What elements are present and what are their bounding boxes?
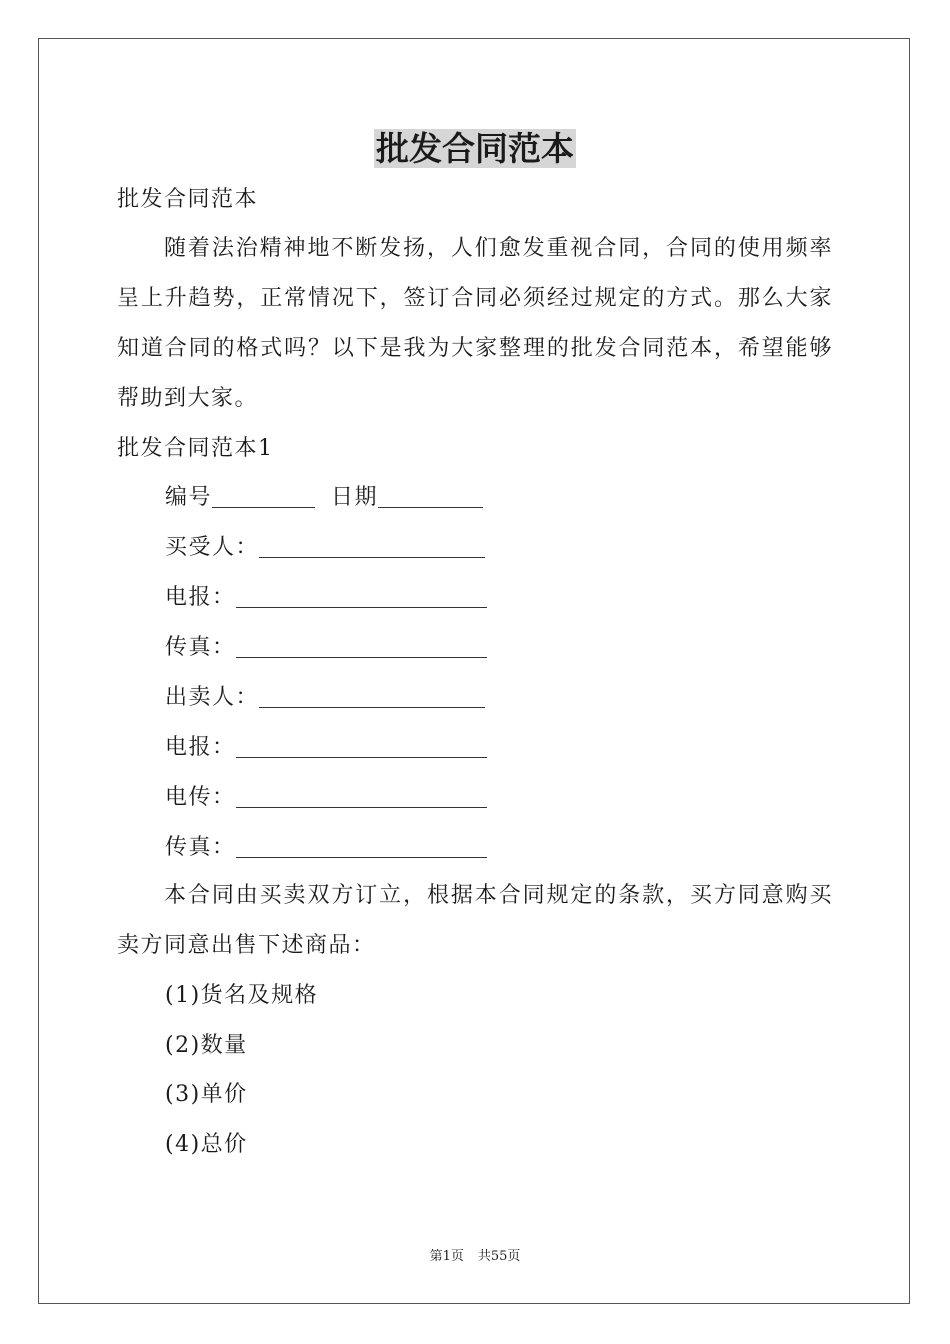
field-blank xyxy=(259,683,485,708)
field-blank xyxy=(259,533,485,558)
page-number: 第1页 xyxy=(429,1249,464,1264)
page-total: 共55页 xyxy=(477,1249,521,1264)
header-fields-row xyxy=(165,483,483,513)
field-row-buyer xyxy=(165,533,485,563)
field-label: 买受人： xyxy=(165,535,260,560)
list-item: (4)总价 xyxy=(165,1132,248,1157)
field-blank xyxy=(236,783,487,808)
date-blank xyxy=(378,483,483,508)
field-row-seller xyxy=(165,683,485,713)
field-blank xyxy=(236,833,487,858)
list-item: (1)货名及规格 xyxy=(165,983,319,1008)
field-label: 出卖人： xyxy=(165,685,260,710)
agreement-paragraph: 本合同由买卖双方订立，根据本合同规定的条款，买方同意购买卖方同意出售下述商品： xyxy=(117,883,833,958)
section-heading: 批发合同范本1 xyxy=(117,436,274,461)
page-footer xyxy=(0,1247,950,1267)
field-label: 电报： xyxy=(165,735,236,760)
field-row-telegram xyxy=(165,583,487,613)
list-item: (3)单价 xyxy=(165,1082,248,1107)
field-label: 传真： xyxy=(165,635,236,660)
field-label: 电传： xyxy=(165,785,236,810)
number-blank xyxy=(212,483,315,508)
list-item: (2)数量 xyxy=(165,1033,248,1058)
field-blank xyxy=(236,733,487,758)
document-subtitle: 批发合同范本 xyxy=(117,187,259,212)
intro-paragraph: 随着法治精神地不断发扬，人们愈发重视合同，合同的使用频率呈上升趋势，正常情况下，签订合同必须经过规定的方式。那么大家知道合同的格式吗？以下是我为大家整理的批发合同范本，希望能够帮助到大家。 xyxy=(117,236,833,411)
field-label: 电报： xyxy=(165,585,236,610)
field-blank xyxy=(236,583,487,608)
field-row-fax-2 xyxy=(165,833,487,863)
field-row-telex xyxy=(165,783,487,813)
field-blank xyxy=(236,633,487,658)
field-row-fax xyxy=(165,633,487,663)
field-row-telegram-2 xyxy=(165,733,487,763)
date-label: 日期 xyxy=(331,485,379,510)
document-title xyxy=(0,126,950,172)
document-title-text: 批发合同范本 xyxy=(376,129,574,168)
number-label: 编号 xyxy=(165,485,213,510)
field-label: 传真： xyxy=(165,835,236,860)
